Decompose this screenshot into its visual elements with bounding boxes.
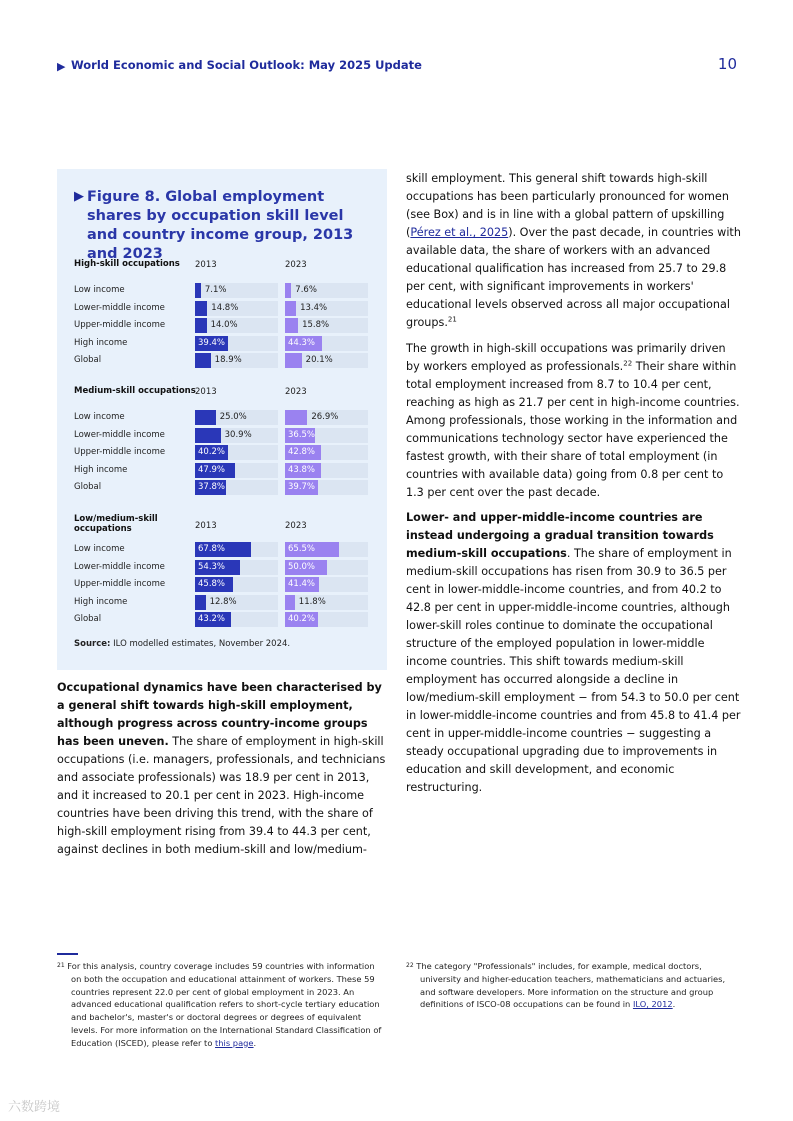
p1-text-a: skill employment. This general shift towards high-skill occupations has been particularly pronounced for women (see Box) and is in line with a global pattern of upskilling ( <box>406 172 729 239</box>
year-label: 2023 <box>285 260 307 270</box>
bar-v2013 <box>195 410 216 425</box>
row-label: Lower-middle income <box>74 561 165 572</box>
bar-track <box>195 560 278 575</box>
figure-title-block <box>74 188 374 264</box>
left-body: The share of employment in high-skill occupations (i.e. managers, professionals, and technicians and associate professionals) was 18.9 per cent in 2013, and it increased to 20.1 per cent in 2023. High-income countries have been driving this trend, with the share of high-skill employment rising from 39.4 to 44.3 per cent, against declines in both medium-skill and low/medium- <box>57 735 386 856</box>
figure-row <box>74 445 374 460</box>
figure-row <box>74 577 374 592</box>
bar-track <box>285 463 368 478</box>
row-label: High income <box>74 337 128 348</box>
row-label: Lower-middle income <box>74 302 165 313</box>
figure-row <box>74 336 374 351</box>
bar-value-label: 50.0% <box>288 561 316 572</box>
bar-v2023 <box>285 353 302 368</box>
year-label: 2013 <box>195 521 217 531</box>
footnote-21-text: For this analysis, country coverage includes 59 countries with information on both the occupation and educational attainment of workers. These 59 countries represent 22.0 per cent of global employment in 2023. An advanced educational qualification refers to short-cycle tertiary education and bachelor's, master's or doctoral degrees or degrees of equivalent levels. For more information on the International Standard Classification of Education (ISCED), please refer to <box>64 961 382 1048</box>
footnote-ref-21[interactable]: 21 <box>447 315 457 324</box>
bar-track <box>285 428 368 443</box>
bar-value-label: 44.3% <box>288 337 316 348</box>
right-paragraph-3 <box>406 509 741 797</box>
bar-track <box>285 542 368 557</box>
bar-track <box>285 480 368 495</box>
bar-value-label: 40.2% <box>198 447 226 458</box>
page-number: 10 <box>717 55 737 73</box>
bar-track <box>195 410 278 425</box>
p2-text-a: The growth in high-skill occupations was primarily driven by workers employed as professionals. <box>406 342 726 373</box>
figure-row <box>74 353 374 368</box>
row-label: Upper-middle income <box>74 579 166 590</box>
bar-track <box>285 318 368 333</box>
bar-track <box>195 542 278 557</box>
footnote-22-text: The category "Professionals" includes, for example, medical doctors, university and higher-education teachers, mathematicians and actuaries, and software developers. More information on the structure and group definitions of ISCO-08 occupations can be found in <box>413 961 726 1010</box>
year-label: 2023 <box>285 387 307 397</box>
bar-track <box>195 577 278 592</box>
bar-track <box>195 612 278 627</box>
bar-v2023 <box>285 318 298 333</box>
bar-v2013 <box>195 595 206 610</box>
bar-track <box>285 336 368 351</box>
bar-value-label: 26.9% <box>311 412 339 422</box>
p2-text-b: Their share within total employment increased from 8.7 to 10.4 per cent, reaching as high as 21.7 per cent in high-income countries. Among professionals, those working in the information and communications technology sector have experienced the fastest growth, with their share of total employment (in countries with available data) going from 0.8 per cent to 1.3 per cent over the past decade. <box>406 360 740 499</box>
footnote-22-number: 22 <box>406 962 414 969</box>
bar-value-label: 7.1% <box>204 285 227 295</box>
p3-bold-lead: Lower- and upper-middle-income countries are instead undergoing a gradual transition towards medium-skill occupations <box>406 511 714 560</box>
footnote-22-end: . <box>672 999 676 1010</box>
bar-track <box>285 410 368 425</box>
triangle-icon: ▶ <box>57 60 66 73</box>
bar-value-label: 67.8% <box>198 544 226 554</box>
bar-track <box>195 595 278 610</box>
row-label: Upper-middle income <box>74 447 166 458</box>
bar-value-label: 14.8% <box>211 302 239 313</box>
bar-track <box>285 595 368 610</box>
row-label: High income <box>74 596 128 607</box>
bar-value-label: 47.9% <box>198 464 226 475</box>
bar-v2013 <box>195 428 221 443</box>
figure-box <box>57 169 387 670</box>
row-label: Low income <box>74 412 125 422</box>
bar-v2023 <box>285 595 295 610</box>
figure-group <box>74 514 374 634</box>
year-label: 2013 <box>195 387 217 397</box>
bar-value-label: 45.8% <box>198 579 226 590</box>
bar-value-label: 39.4% <box>198 337 226 348</box>
watermark: 六数跨境 <box>8 1100 61 1115</box>
perez-link[interactable]: Pérez et al., 2025 <box>410 226 509 239</box>
bar-value-label: 25.0% <box>219 412 247 422</box>
bar-value-label: 30.9% <box>224 429 252 440</box>
bar-value-label: 36.5% <box>288 429 316 440</box>
bar-track <box>195 283 278 298</box>
footnote-ref-22[interactable]: 22 <box>623 359 633 368</box>
bar-v2013 <box>195 353 211 368</box>
bar-value-label: 15.8% <box>302 320 330 331</box>
bar-value-label: 11.8% <box>298 596 326 607</box>
source-text: ILO modelled estimates, November 2024. <box>113 639 291 649</box>
bar-track <box>285 577 368 592</box>
figure-row <box>74 463 374 478</box>
bar-value-label: 39.7% <box>288 482 316 493</box>
bar-value-label: 13.4% <box>300 302 328 313</box>
row-label: High income <box>74 464 128 475</box>
year-label: 2023 <box>285 521 307 531</box>
figure-row <box>74 301 374 316</box>
year-label: 2013 <box>195 260 217 270</box>
page-header <box>57 55 737 76</box>
bar-v2013 <box>195 301 207 316</box>
bar-value-label: 65.5% <box>288 544 316 554</box>
bar-v2023 <box>285 283 291 298</box>
figure-group <box>74 259 374 379</box>
figure-row <box>74 612 374 627</box>
bar-track <box>195 480 278 495</box>
bar-track <box>195 318 278 333</box>
bar-track <box>195 301 278 316</box>
source-label: Source: <box>74 639 111 649</box>
figure-row <box>74 428 374 443</box>
bar-value-label: 41.4% <box>288 579 316 590</box>
row-label: Low income <box>74 544 125 554</box>
footnote-22 <box>406 960 726 1011</box>
row-label: Global <box>74 482 102 493</box>
right-paragraph-1 <box>406 170 741 332</box>
ilo-2012-link[interactable]: ILO, 2012 <box>632 999 673 1010</box>
bar-value-label: 18.9% <box>214 355 242 366</box>
group-heading: Low/medium-skill occupations <box>74 514 158 534</box>
footnote-divider <box>57 953 78 955</box>
figure-row <box>74 542 374 557</box>
group-heading: High-skill occupations <box>74 259 180 269</box>
bar-track <box>285 283 368 298</box>
bar-track <box>285 445 368 460</box>
bar-v2013 <box>195 318 207 333</box>
left-bold-lead: Occupational dynamics have been characterised by a general shift towards high-skill employment, although progress across country-income groups has been uneven. <box>57 681 382 748</box>
bar-track <box>195 463 278 478</box>
figure-row <box>74 480 374 495</box>
figure-row <box>74 595 374 610</box>
p1-text-b: ). Over the past decade, in countries with available data, the share of workers with an advanced educational qualification has increased from 25.7 to 29.8 per cent, with significant improvements in workers' educational levels observed across all major occupational groups. <box>406 226 741 329</box>
figure-row <box>74 560 374 575</box>
bar-track <box>195 428 278 443</box>
footnote-21-end: . <box>253 1037 257 1048</box>
bar-track <box>285 353 368 368</box>
figure-group <box>74 386 374 506</box>
header-title: World Economic and Social Outlook: May 2025 Update <box>71 58 422 72</box>
bar-track <box>195 353 278 368</box>
figure-source <box>74 639 290 649</box>
bar-value-label: 12.8% <box>209 596 237 607</box>
bar-track <box>285 612 368 627</box>
footnote-21 <box>57 960 387 1050</box>
footnote-21-number: 21 <box>57 962 65 969</box>
bar-v2023 <box>285 301 296 316</box>
group-heading: Medium-skill occupations <box>74 386 196 396</box>
bar-value-label: 54.3% <box>198 561 226 572</box>
bar-value-label: 7.6% <box>295 285 317 295</box>
bar-track <box>285 560 368 575</box>
triangle-icon: ▶ <box>74 189 84 204</box>
row-label: Low income <box>74 285 125 295</box>
figure-row <box>74 410 374 425</box>
p3-body: . The share of employment in medium-skill occupations has risen from 30.9 to 36.5 per cent in lower-middle-income countries, and from 40.2 to 42.8 per cent in upper-middle-income countries, although lower-skill roles continue to dominate the occupational structure of the employed population in lower-middle income countries. This shift towards medium-skill employment has occurred alongside a decline in low/medium-skill employment − from 54.3 to 50.0 per cent in lower-middle-income countries and from 45.8 to 41.4 per cent in upper-middle-income countries − suggesting a steady occupational upgrading due to improvements in education and skill development, and economic restructuring. <box>406 547 741 794</box>
bar-v2013 <box>195 283 201 298</box>
right-paragraph-2 <box>406 340 741 502</box>
bar-track <box>195 445 278 460</box>
row-label: Global <box>74 614 102 625</box>
bar-track <box>285 301 368 316</box>
bar-value-label: 37.8% <box>198 482 226 493</box>
bar-v2023 <box>285 410 307 425</box>
bar-value-label: 43.8% <box>288 464 316 475</box>
left-paragraph <box>57 679 387 859</box>
this-page-link[interactable]: this page <box>215 1037 254 1048</box>
bar-value-label: 42.8% <box>288 447 316 458</box>
row-label: Upper-middle income <box>74 320 166 331</box>
bar-value-label: 40.2% <box>288 614 316 625</box>
bar-value-label: 43.2% <box>198 614 226 625</box>
figure-title: Figure 8. Global employment shares by occupation skill level and country income group, 2013 and 2023 <box>87 189 354 262</box>
bar-track <box>195 336 278 351</box>
row-label: Lower-middle income <box>74 429 165 440</box>
figure-row <box>74 318 374 333</box>
figure-row <box>74 283 374 298</box>
row-label: Global <box>74 355 102 366</box>
bar-value-label: 14.0% <box>210 320 238 331</box>
bar-value-label: 20.1% <box>305 355 333 366</box>
